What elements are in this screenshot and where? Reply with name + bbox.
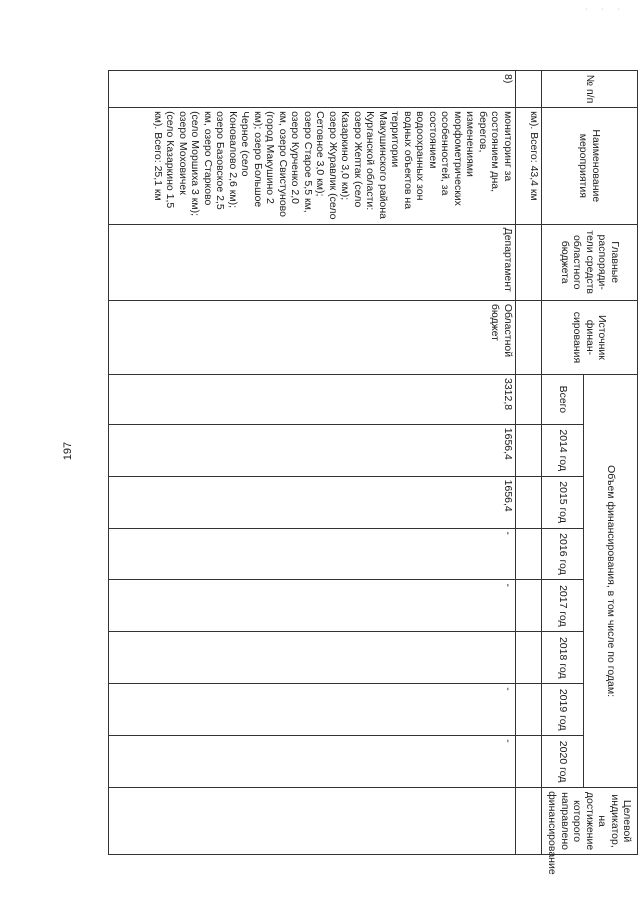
row-source: Областной бюджет xyxy=(109,300,516,374)
funding-table xyxy=(108,70,638,875)
header-target: Целевой индикатор, на достижение которого направлено финансирование xyxy=(542,788,638,855)
header-name: Наименование мероприятия xyxy=(542,108,638,225)
header-total: Всего xyxy=(542,374,584,424)
row-year-2014: 1656,4 xyxy=(109,424,516,476)
row-admin: Департамент xyxy=(109,224,516,300)
row-year-2017: - xyxy=(109,580,516,632)
header-year-2016: 2016 год xyxy=(542,528,584,580)
page-number: 197 xyxy=(62,441,74,461)
header-funding-group: Объем финансирования, в том числе по годам: xyxy=(584,374,638,787)
funding-table-rotated xyxy=(108,70,638,875)
row-year-2015: 1656,4 xyxy=(109,476,516,528)
header-year-2020: 2020 год xyxy=(542,736,584,788)
row-name: мониторинг за состоянием дна, берегов, изменениями морфометрических особенностей, за состоянием водоохранных зон водных объектов на территории Макушинского района Курганской области: озеро Жептак (село Казаркино 3,0 км); озеро Журавлик (село Сетовное 3,0 км); озеро Старое 5,5 км, озеро Курченко 2,0 км, озеро Свистуново (город Макушино 2 км); озеро Большое Черное (село Коновалово 2,6 км); озеро Базовское 2,5 км, озеро Старково (село Моршиха 3 км); озеро Моховичек (село Казаркино 1,5 км). Всего: 25,1 км xyxy=(109,108,516,225)
carry-num xyxy=(516,71,542,108)
row-year-2016: - xyxy=(109,528,516,580)
row-num: 8) xyxy=(109,71,516,108)
row-year-2018 xyxy=(109,632,516,684)
row-target xyxy=(109,788,516,855)
row-total: 3312,8 xyxy=(109,374,516,424)
header-num: № п/п xyxy=(542,71,638,108)
table-row xyxy=(109,71,516,855)
header-year-2019: 2019 год xyxy=(542,684,584,736)
header-source: Источник финан-сирования xyxy=(542,300,638,374)
row-year-2020: - xyxy=(109,736,516,788)
row-year-2019: - xyxy=(109,684,516,736)
header-year-2017: 2017 год xyxy=(542,580,584,632)
header-admin: Главные распоряди-тели средств областного бюджета xyxy=(542,224,638,300)
table-row xyxy=(516,71,542,855)
carry-name: км). Всего: 43,4 км xyxy=(516,108,542,225)
header-year-2015: 2015 год xyxy=(542,476,584,528)
scan-artifact: · · · xyxy=(585,6,626,13)
header-year-2018: 2018 год xyxy=(542,632,584,684)
header-year-2014: 2014 год xyxy=(542,424,584,476)
